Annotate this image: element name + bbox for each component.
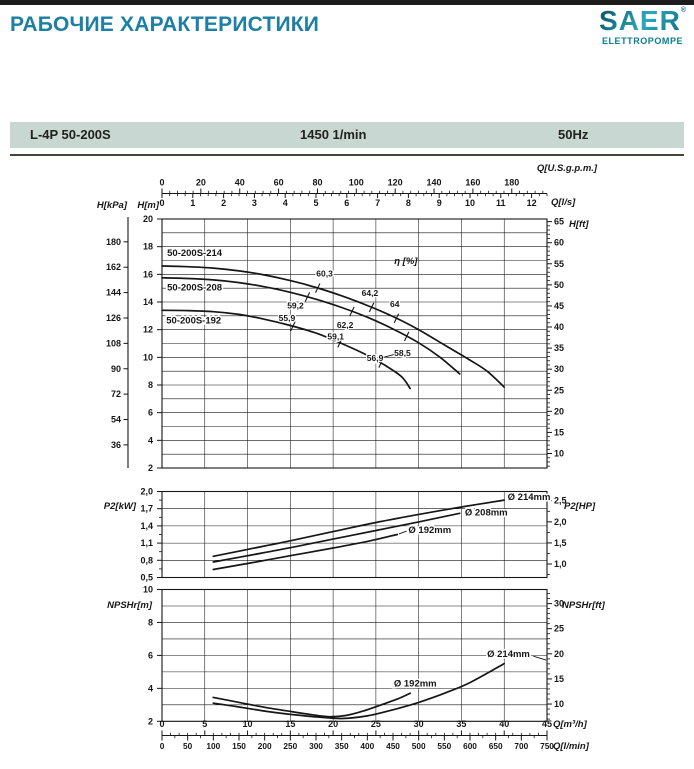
efficiency-axis-label: η [%] (394, 256, 418, 268)
lmin-axis-label: Q[l/min] (553, 741, 589, 752)
npshm-tick-label: 8 (147, 617, 153, 628)
hm-tick-label: 12 (142, 324, 153, 335)
hp-tick-label: 1,0 (554, 558, 567, 569)
lmin-tick-label: 200 (257, 741, 272, 751)
lmin-tick-label: 0 (159, 741, 165, 751)
kpa-tick-label: 108 (105, 338, 121, 349)
lmin-tick-label: 150 (232, 741, 246, 751)
curve-name-label: Ø 192mm (393, 678, 437, 690)
lmin-tick-label: 550 (437, 741, 452, 751)
hm-tick-label: 8 (147, 380, 153, 390)
ls-tick-label: 0 (159, 198, 165, 208)
m3h-tick-label: 30 (413, 719, 424, 729)
hm-tick-label: 10 (142, 352, 153, 363)
hft-tick-label: 35 (554, 343, 565, 354)
gpm-tick-label: 20 (195, 177, 206, 188)
hm-tick-label: 20 (142, 214, 153, 224)
kpa-tick-label: 180 (105, 236, 121, 247)
model-label: L-4P 50-200S (30, 127, 111, 142)
kpa-tick-label: 36 (110, 439, 121, 450)
gpm-tick-label: 120 (387, 177, 403, 188)
hft-tick-label: 55 (554, 258, 565, 269)
ls-tick-label: 11 (496, 198, 506, 208)
lmin-tick-label: 500 (411, 741, 426, 751)
hp-tick-label: 1,5 (554, 537, 567, 548)
kpa-tick-label: 90 (110, 363, 121, 374)
gpm-tick-label: 140 (426, 177, 442, 188)
annotation-line (533, 656, 546, 660)
m3h-tick-label: 45 (541, 719, 553, 729)
curve-name-label: Ø 214mm (487, 648, 530, 660)
m3h-tick-label: 0 (159, 719, 165, 729)
hm-tick-label: 2 (147, 463, 153, 473)
lmin-tick-label: 600 (463, 741, 477, 751)
kw-tick-label: 1,4 (140, 520, 153, 531)
hft-tick-label: 30 (554, 364, 565, 375)
hp-axis-label: P2[HP] (564, 501, 596, 512)
npshm-tick-label: 4 (147, 683, 153, 694)
gpm-tick-label: 0 (159, 177, 165, 188)
annotation-line (384, 355, 394, 358)
ls-tick-label: 7 (375, 198, 381, 208)
bottom-flow-axis (159, 719, 589, 752)
page-title: РАБОЧИЕ ХАРАКТЕРИСТИКИ (10, 13, 320, 36)
lmin-tick-label: 450 (386, 741, 400, 751)
registered-mark: ® (680, 7, 686, 14)
kpa-tick-label: 162 (105, 262, 121, 273)
m3h-tick-label: 20 (328, 719, 339, 729)
lmin-tick-label: 700 (514, 741, 529, 751)
hft-tick-label: 40 (554, 322, 565, 333)
lmin-tick-label: 100 (206, 741, 221, 751)
hm-tick-label: 6 (147, 407, 153, 418)
efficiency-value: 64 (389, 299, 400, 310)
ls-tick-label: 9 (436, 198, 442, 208)
curve--192mm (213, 535, 397, 570)
hm-tick-label: 14 (142, 297, 153, 307)
npshft-tick-label: 10 (554, 699, 565, 710)
efficiency-value: 59,2 (287, 300, 304, 311)
m3h-tick-label: 40 (499, 719, 510, 729)
curve-name-label: 50-200S-192 (166, 315, 222, 327)
lmin-tick-label: 350 (334, 741, 349, 751)
kw-tick-label: 1,1 (140, 538, 153, 549)
speed-label: 1450 1/min (300, 127, 367, 142)
hft-tick-label: 10 (554, 448, 565, 459)
ls-tick-label: 3 (251, 198, 257, 208)
curve-name-label: Ø 192mm (408, 524, 452, 536)
hm-tick-label: 16 (142, 269, 153, 280)
npshm-tick-label: 10 (142, 584, 153, 595)
efficiency-value: 62,2 (336, 319, 354, 330)
m3h-tick-label: 25 (370, 719, 381, 729)
kpa-tick-label: 126 (105, 312, 121, 323)
logo-subtitle: ELETTROPOMPE (601, 36, 684, 46)
ls-tick-label: 4 (282, 198, 288, 208)
npshm-tick-label: 6 (147, 650, 153, 661)
ls-tick-label: 12 (526, 198, 537, 208)
ls-tick-label: 5 (313, 198, 319, 208)
kpa-tick-label: 54 (110, 414, 121, 425)
npshft-tick-label: 30 (554, 598, 565, 609)
kpa-axis-label: H[kPa] (96, 200, 127, 211)
efficiency-value: 56,9 (366, 353, 384, 364)
npshft-tick-label: 15 (554, 673, 565, 684)
hm-tick-label: 4 (147, 435, 153, 446)
gpm-tick-label: 180 (504, 177, 520, 188)
hm-tick-label: 18 (142, 241, 153, 252)
hft-tick-label: 20 (554, 406, 565, 417)
lmin-tick-label: 400 (360, 741, 375, 751)
ls-tick-label: 1 (190, 198, 196, 208)
m3h-axis-label: Q[m³/h] (553, 719, 587, 730)
lmin-tick-label: 750 (540, 741, 554, 751)
m3h-tick-label: 5 (202, 719, 208, 729)
ls-tick-label: 10 (464, 198, 476, 208)
hft-tick-label: 65 (554, 216, 565, 227)
ls-axis-label: Q[l/s] (551, 197, 576, 208)
m3h-tick-label: 15 (285, 719, 296, 729)
hp-tick-label: 2,5 (554, 495, 567, 506)
curve-name-label: Ø 214mm (507, 492, 551, 504)
curve--208mm (213, 513, 459, 562)
npshm-axis-label: NPSHr[m] (107, 600, 152, 611)
power-chart (104, 487, 596, 583)
ls-tick-label: 6 (344, 198, 350, 208)
ls-tick-label: 8 (405, 198, 411, 208)
kw-tick-label: 0,5 (140, 572, 153, 583)
hft-tick-label: 45 (554, 300, 565, 311)
hft-axis-label: H[ft] (569, 219, 589, 230)
efficiency-value: 64,2 (361, 288, 379, 299)
kpa-tick-label: 72 (110, 389, 121, 400)
npsh-chart (107, 585, 605, 727)
gpm-tick-label: 80 (312, 177, 323, 188)
efficiency-value: 59,1 (327, 331, 344, 342)
frequency-label: 50Hz (558, 127, 589, 142)
gpm-tick-label: 40 (234, 177, 245, 188)
kw-axis-label: P2[kW] (103, 501, 136, 512)
efficiency-value: 60,3 (316, 268, 333, 279)
lmin-tick-label: 650 (488, 741, 503, 751)
gpm-axis-label: Q[U.S.g.p.m.] (536, 163, 598, 174)
kpa-tick-label: 144 (105, 287, 121, 298)
kw-tick-label: 2,0 (140, 486, 153, 497)
curve-name-label: Ø 208mm (464, 507, 508, 519)
m3h-tick-label: 35 (456, 719, 467, 729)
hft-tick-label: 15 (554, 427, 565, 438)
npshft-axis-label: NPSHr[ft] (562, 600, 605, 611)
kw-tick-label: 1,7 (140, 503, 153, 514)
npshm-tick-label: 2 (147, 716, 153, 727)
gpm-tick-label: 60 (273, 177, 284, 188)
logo-brand-text: SAER (599, 5, 681, 36)
hft-tick-label: 50 (554, 279, 565, 290)
m3h-tick-label: 10 (242, 719, 253, 729)
curve-name-label: 50-200S-214 (167, 247, 223, 259)
gpm-tick-label: 160 (465, 177, 481, 188)
curve-name-label: 50-200S-208 (167, 282, 223, 294)
hq-chart (97, 163, 598, 473)
lmin-tick-label: 50 (183, 741, 193, 751)
kw-tick-label: 0,8 (140, 555, 153, 566)
lmin-tick-label: 300 (309, 741, 323, 751)
gpm-tick-label: 100 (348, 177, 364, 188)
annotation-line (399, 531, 407, 534)
hft-tick-label: 60 (554, 237, 565, 248)
npshft-tick-label: 25 (554, 623, 565, 634)
npshft-tick-label: 20 (554, 648, 565, 659)
lmin-tick-label: 250 (283, 741, 298, 751)
hp-tick-label: 2,0 (554, 516, 567, 527)
efficiency-value: 58,5 (394, 348, 411, 359)
hft-tick-label: 25 (554, 385, 565, 396)
hm-axis-label: H[m] (137, 200, 159, 211)
ls-tick-label: 2 (221, 198, 227, 208)
efficiency-value: 55,9 (278, 312, 296, 323)
